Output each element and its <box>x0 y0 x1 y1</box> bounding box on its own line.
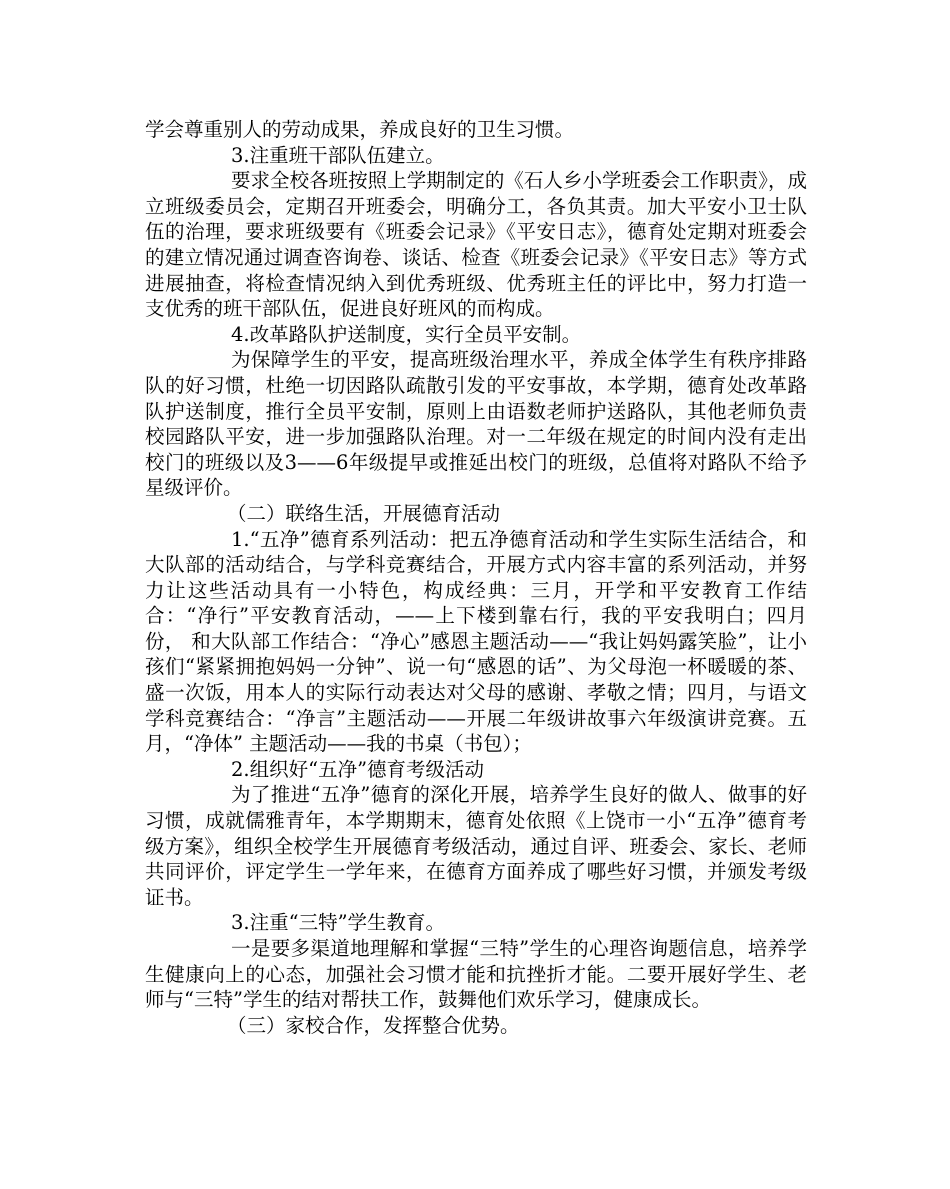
subheading-road-team: 4.改革路队护送制度，实行全员平安制。 <box>231 322 582 346</box>
subheading-class-cadre: 3.注重班干部队伍建立。 <box>231 143 445 167</box>
paragraph-class-committee: 要求全校各班按照上学期制定的《石人乡小学班委会工作职责》，成立班级委员会，定期召开班委会，明确分工，各负其责。加大平安小卫士队伍的治理，要求班级要有《班委会记录》《平安日志》，德育处定期对班委会的建立情况通过调查咨询卷、谈话、检查《班委会记录》《平安日志》等方式进展抽查，将检查情况纳入到优秀班级、优秀班主任的评比中，努力打造一支优秀的班干部队伍，促进良好班风的而构成。 <box>145 169 807 321</box>
document-page <box>145 117 807 1038</box>
subheading-moral-grading: 2.组织好“五净”德育考级活动 <box>231 757 485 781</box>
paragraph-continued: 学会尊重别人的劳动成果，养成良好的卫生习惯。 <box>145 118 575 141</box>
paragraph-road-team-safety: 为保障学生的平安，提高班级治理水平，养成全体学生有秩序排路队的好习惯，杜绝一切因路队疏散引发的平安事故，本学期，德育处改革路队护送制度，推行全员平安制，原则上由语数老师护送路队，其他老师负责校园路队平安，进一步加强路队治理。对一二年级在规定的时间内没有走出校门的班级以及3——6年级提早或推延出校门的班级，总值将对路队不给予星级评价。 <box>145 348 807 500</box>
paragraph-three-special: 一是要多渠道地理解和掌握“三特”学生的心理咨询题信息，培养学生健康向上的心态，加强社会习惯才能和抗挫折才能。二要开展好学生、老师与“三特”学生的结对帮扶工作，鼓舞他们欢乐学习，健康成长。 <box>145 937 807 1012</box>
heading-home-school: （三）家校合作，发挥整合优势。 <box>227 1013 520 1037</box>
subheading-three-special: 3.注重“三特”学生教育。 <box>231 911 446 935</box>
heading-moral-activities: （二）联络生活，开展德育活动 <box>227 501 501 525</box>
paragraph-five-clean-activities: 1.“五净”德育系列活动：把五净德育活动和学生实际生活结合，和大队部的活动结合，与学科竞赛结合，开展方式内容丰富的系列活动，并努力让这些活动具有一小特色，构成经典：三月，开学和平安教育工作结合：“净行”平安教育活动，——上下楼到靠右行，我的平安我明白；四月份， 和大队部工作结合：“净心”感恩主题活动——“我让妈妈露笑脸”，让小孩们“紧紧拥抱妈妈一分钟”、说一句“感恩的话”、为父母泡一杯暖暖的茶、盛一次饭，用本人的实际行动表达对父母的感谢、孝敬之情；四月，与语文学科竞赛结合：“净言”主题活动——开展二年级讲故事六年级演讲竞赛。五月，“净体” 主题活动——我的书桌（书包）； <box>145 527 807 756</box>
paragraph-moral-grading: 为了推进“五净”德育的深化开展，培养学生良好的做人、做事的好习惯，成就儒雅青年，本学期期末，德育处依照《上饶市一小“五净”德育考级方案》，组织全校学生开展德育考级活动，通过自评、班委会、家长、老师共同评价，评定学生一学年来，在德育方面养成了哪些好习惯，并颁发考级证书。 <box>145 783 807 909</box>
